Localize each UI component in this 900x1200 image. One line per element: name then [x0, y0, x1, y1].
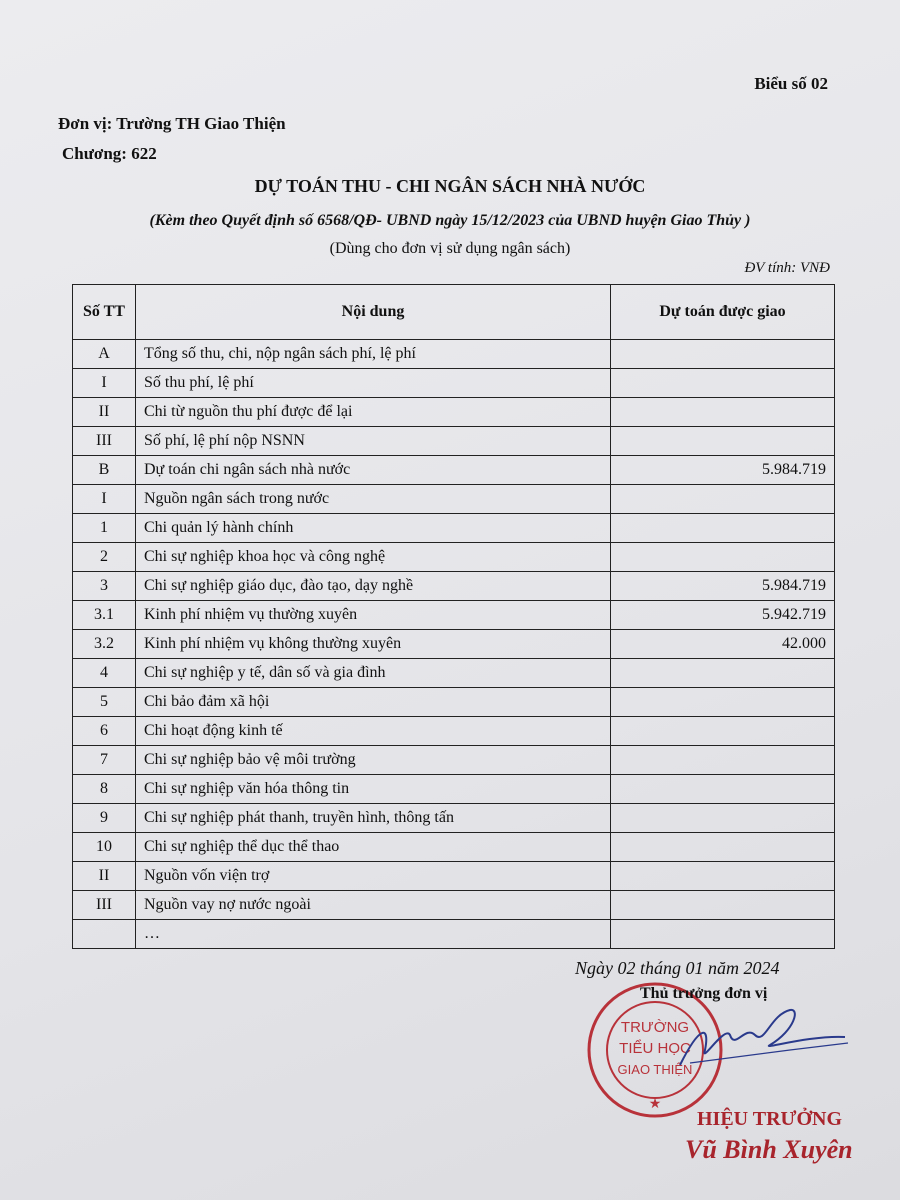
row-content: …	[136, 920, 611, 949]
form-number: Biểu số 02	[754, 74, 828, 93]
column-header: Nội dung	[136, 285, 611, 340]
row-amount	[611, 862, 835, 891]
row-content: Chi sự nghiệp giáo dục, đào tạo, dạy nghề	[136, 572, 611, 601]
row-amount: 42.000	[611, 630, 835, 659]
table-row	[73, 369, 835, 398]
row-content: Nguồn ngân sách trong nước	[136, 485, 611, 514]
row-amount	[611, 891, 835, 920]
row-content: Chi hoạt động kinh tế	[136, 717, 611, 746]
row-amount	[611, 340, 835, 369]
table-row	[73, 340, 835, 369]
row-content: Dự toán chi ngân sách nhà nước	[136, 456, 611, 485]
table-row	[73, 601, 835, 630]
row-content: Chi sự nghiệp thể dục thể thao	[136, 833, 611, 862]
signer-name: Vũ Bình Xuyên	[685, 1135, 853, 1164]
row-amount	[611, 920, 835, 949]
row-amount: 5.942.719	[611, 601, 835, 630]
document-note: (Dùng cho đơn vị sử dụng ngân sách)	[329, 240, 571, 257]
row-number: 10	[73, 833, 136, 862]
row-content: Kinh phí nhiệm vụ thường xuyên	[136, 601, 611, 630]
column-header: Số TT	[73, 285, 136, 340]
row-number: B	[73, 456, 136, 485]
row-content: Nguồn vốn viện trợ	[136, 862, 611, 891]
table-row	[73, 891, 835, 920]
table-row	[73, 427, 835, 456]
currency-unit: ĐV tính: VNĐ	[744, 260, 830, 276]
row-amount	[611, 717, 835, 746]
row-number: 1	[73, 514, 136, 543]
row-amount	[611, 543, 835, 572]
signer-position: HIỆU TRƯỞNG	[697, 1108, 843, 1130]
row-amount	[611, 746, 835, 775]
table-row	[73, 398, 835, 427]
row-number: 9	[73, 804, 136, 833]
unit-name: Đơn vị: Trường TH Giao Thiện	[58, 114, 286, 133]
table-row	[73, 630, 835, 659]
handwritten-signature	[670, 1005, 850, 1075]
row-amount	[611, 369, 835, 398]
row-number: 3.1	[73, 601, 136, 630]
row-number: 4	[73, 659, 136, 688]
row-amount	[611, 804, 835, 833]
table-row	[73, 833, 835, 862]
stamp-star-icon: ★	[648, 1097, 662, 1112]
chapter: Chương: 622	[62, 144, 157, 163]
row-content: Kinh phí nhiệm vụ không thường xuyên	[136, 630, 611, 659]
column-header: Dự toán được giao	[611, 285, 835, 340]
row-number: 3.2	[73, 630, 136, 659]
row-content: Chi sự nghiệp phát thanh, truyền hình, thông tấn	[136, 804, 611, 833]
row-number	[73, 920, 136, 949]
row-amount	[611, 427, 835, 456]
row-content: Chi sự nghiệp khoa học và công nghệ	[136, 543, 611, 572]
table-row	[73, 862, 835, 891]
stamp-line: TIỂU HỌC	[619, 1040, 691, 1057]
row-amount: 5.984.719	[611, 456, 835, 485]
row-amount	[611, 514, 835, 543]
budget-table	[72, 284, 835, 949]
row-number: 7	[73, 746, 136, 775]
row-number: A	[73, 340, 136, 369]
stamp-line: GIAO THIỆN	[617, 1062, 693, 1077]
row-amount: 5.984.719	[611, 572, 835, 601]
table-header-row	[73, 285, 835, 340]
row-number: I	[73, 485, 136, 514]
row-number: I	[73, 369, 136, 398]
signer-title: Thủ trưởng đơn vị	[640, 985, 768, 1002]
table-row	[73, 717, 835, 746]
row-content: Số thu phí, lệ phí	[136, 369, 611, 398]
table-row	[73, 543, 835, 572]
row-number: III	[73, 427, 136, 456]
signing-date: Ngày 02 tháng 01 năm 2024	[575, 958, 780, 978]
table-row	[73, 659, 835, 688]
row-number: 6	[73, 717, 136, 746]
row-content: Chi bảo đảm xã hội	[136, 688, 611, 717]
table-row	[73, 572, 835, 601]
table-row	[73, 514, 835, 543]
row-number: III	[73, 891, 136, 920]
row-content: Chi từ nguồn thu phí được để lại	[136, 398, 611, 427]
row-amount	[611, 398, 835, 427]
row-content: Chi sự nghiệp bảo vệ môi trường	[136, 746, 611, 775]
row-amount	[611, 659, 835, 688]
row-content: Chi quản lý hành chính	[136, 514, 611, 543]
row-amount	[611, 485, 835, 514]
row-content: Số phí, lệ phí nộp NSNN	[136, 427, 611, 456]
row-number: 3	[73, 572, 136, 601]
table-row	[73, 746, 835, 775]
row-content: Chi sự nghiệp y tế, dân số và gia đình	[136, 659, 611, 688]
row-number: 8	[73, 775, 136, 804]
row-number: 5	[73, 688, 136, 717]
row-amount	[611, 688, 835, 717]
row-number: II	[73, 398, 136, 427]
row-content: Chi sự nghiệp văn hóa thông tin	[136, 775, 611, 804]
table-row	[73, 920, 835, 949]
row-content: Nguồn vay nợ nước ngoài	[136, 891, 611, 920]
document-subtitle: (Kèm theo Quyết định số 6568/QĐ- UBND ngày 15/12/2023 của UBND huyện Giao Thủy )	[149, 212, 751, 229]
table-row	[73, 775, 835, 804]
row-amount	[611, 775, 835, 804]
row-number: 2	[73, 543, 136, 572]
document-title: DỰ TOÁN THU - CHI NGÂN SÁCH NHÀ NƯỚC	[254, 176, 646, 196]
row-amount	[611, 833, 835, 862]
row-content: Tổng số thu, chi, nộp ngân sách phí, lệ phí	[136, 340, 611, 369]
stamp-line: TRƯỜNG	[620, 1019, 690, 1036]
table-row	[73, 804, 835, 833]
table-row	[73, 456, 835, 485]
table-row	[73, 688, 835, 717]
table-row	[73, 485, 835, 514]
row-number: II	[73, 862, 136, 891]
